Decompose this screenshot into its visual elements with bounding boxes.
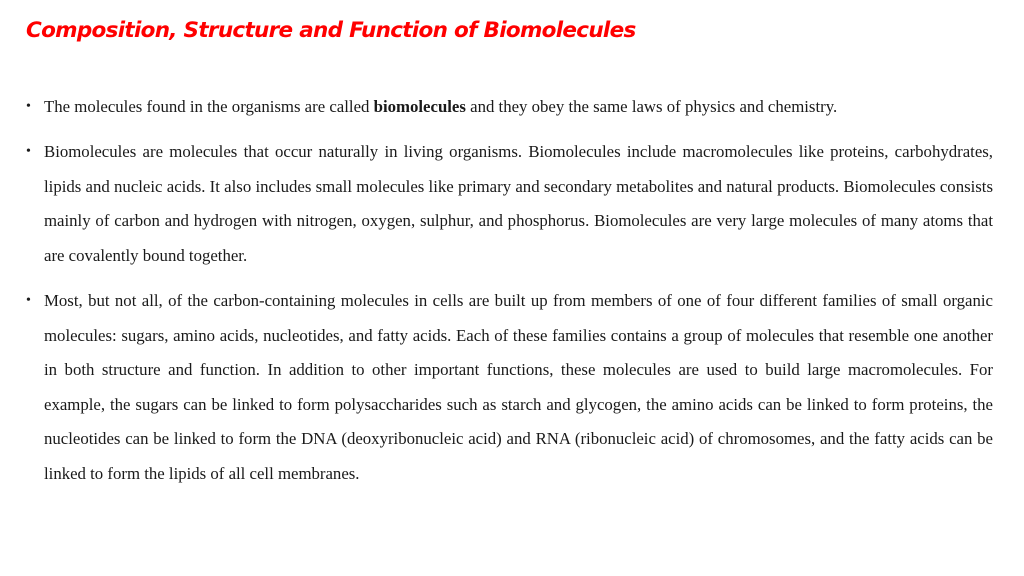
bullet-text-part: and they obey the same laws of physics and chemistry. [465, 97, 838, 116]
bullet-icon: • [26, 292, 31, 308]
bullet-text: Biomolecules are molecules that occur naturally in living organisms. Biomolecules include macromolecules like proteins, carbohydrates, lipids and nucleic acids. It also includes small molecules like primary and secondary metabolites and natural products. Biomolecules consists mainly of carbon and hydrogen with nitrogen, oxygen, sulphur, and phosphorus. Biomolecules are very large molecules of many atoms that are covalently bound together. [44, 142, 993, 265]
bold-term: biomolecules [373, 97, 466, 116]
bullet-icon: • [26, 144, 31, 160]
bullet-icon: • [26, 99, 31, 114]
bullet-item-1 [26, 90, 993, 125]
bullet-item-3 [26, 284, 993, 492]
slide-title: Composition, Structure and Function of Biomolecules [26, 18, 636, 43]
bullet-text-part: The molecules found in the organisms are called [44, 97, 374, 116]
bullet-text: Most, but not all, of the carbon-containing molecules in cells are built up from members of one of four different families of small organic molecules: sugars, amino acids, nucleotides, and fatty acids. Each of these families contains a group of molecules that resemble one another in both structure and function. In addition to other important functions, these molecules are used to build large macromolecules. For example, the sugars can be linked to form polysaccharides such as starch and glycogen, the amino acids can be linked to form proteins, the nucleotides can be linked to form the DNA (deoxyribonucleic acid) and RNA (ribonucleic acid) of chromosomes, and the fatty acids can be linked to form the lipids of all cell membranes. [44, 290, 993, 483]
bullet-list [26, 90, 993, 502]
bullet-item-2 [26, 135, 993, 273]
